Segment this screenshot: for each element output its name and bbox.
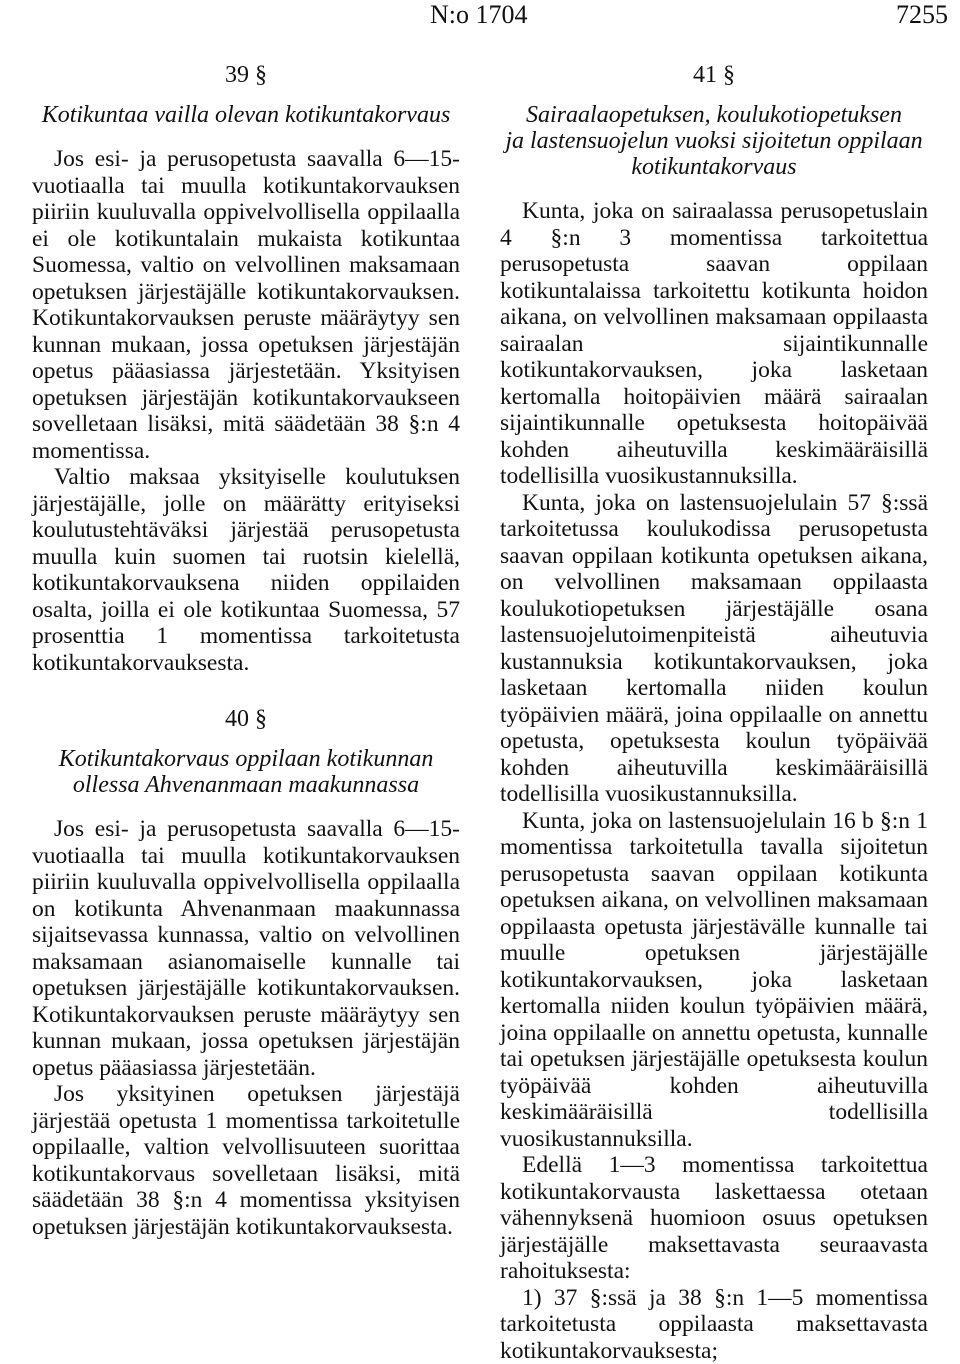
- section-number-40: 40 §: [32, 704, 460, 734]
- section-title-line: Kotikuntakorvaus oppilaan kotikunnan: [32, 746, 460, 772]
- left-column: [32, 60, 460, 1240]
- page-number: 7255: [896, 0, 948, 30]
- paragraph: Jos yksityinen opetuksen järjestäjä järjestää opetusta 1 momentissa tarkoitetulle oppilaalle, valtion velvollisuuteen suorittaa kotikuntakorvaus sovelletaan lisäksi, mitä säädetään 38 §:n 4 momentissa yksityisen opetuksen järjestäjän kotikuntakorvauksesta.: [32, 1081, 460, 1240]
- section-title-41: [500, 102, 928, 180]
- paragraph: 1) 37 §:ssä ja 38 §:n 1—5 momentissa tarkoitetusta oppilaasta maksettavasta kotikuntakorvauksesta;: [500, 1285, 928, 1364]
- paragraph: Kunta, joka on sairaalassa perusopetuslain 4 §:n 3 momentissa tarkoitettua perusopetusta saavan oppilaan kotikuntalaissa tarkoitettu kotikunta hoidon aikana, on velvollinen maksamaan oppilaasta sairaalan sijaintikunnalle kotikuntakorvauksen, joka lasketaan kertomalla hoitopäivien määrä sairaalan sijaintikunnalle opetuksesta hoitopäivää kohden aiheutuvilla keskimääräisillä todellisilla vuosikustannuksilla.: [500, 198, 928, 490]
- paragraph: Kunta, joka on lastensuojelulain 57 §:ssä tarkoitetussa koulukodissa perusopetusta saavan oppilaan kotikunta opetuksen aikana, on velvollinen maksamaan oppilaasta koulukotiopetuksen järjestäjälle osana lastensuojelutoimenpiteistä aiheutuvia kustannuksia kotikuntakorvauksen, joka lasketaan kertomalla niiden koulun työpäivien määrä, joina oppilaalle on annettu opetusta, opetuksesta koulun työpäivää kohden aiheutuvilla keskimääräisillä todellisilla vuosikustannuksilla.: [500, 490, 928, 808]
- section-title-line: Sairaalaopetuksen, koulukotiopetuksen: [500, 102, 928, 128]
- section-number-41: 41 §: [500, 60, 928, 90]
- paragraph: Jos esi- ja perusopetusta saavalla 6—15-vuotiaalla tai muulla kotikuntakorvauksen piiriin kuuluvalla oppivelvollisella oppilaalla on kotikunta Ahvenanmaan maakunnassa sijaitsevassa kunnassa, valtio on velvollinen maksamaan asianomaiselle kunnalle tai opetuksen järjestäjälle kotikuntakorvauksen. Kotikuntakorvauksen peruste määräytyy sen kunnan mukaan, jossa opetuksen järjestäjän opetus pääasiassa järjestetään.: [32, 816, 460, 1081]
- section-title-line: kotikuntakorvaus: [500, 154, 928, 180]
- paragraph: Edellä 1—3 momentissa tarkoitettua kotikuntakorvausta laskettaessa otetaan vähennyksenä huomioon osuus opetuksen järjestäjälle maksettavasta seuraavasta rahoituksesta:: [500, 1152, 928, 1285]
- paragraph: Jos esi- ja perusopetusta saavalla 6—15-vuotiaalla tai muulla kotikuntakorvauksen piiriin kuuluvalla oppivelvollisella oppilaalla ei ole kotikuntalain mukaista kotikuntaa Suomessa, valtio on velvollinen maksamaan opetuksen järjestäjälle kotikuntakorvauksen. Kotikuntakorvauksen peruste määräytyy sen kunnan mukaan, jossa opetuksen järjestäjän opetus pääasiassa järjestetään. Yksityisen opetuksen järjestäjän kotikuntakorvaukseen sovelletaan lisäksi, mitä säädetään 38 §:n 4 momentissa.: [32, 146, 460, 464]
- section-title-39: [32, 102, 460, 128]
- section-title-line: Kotikuntaa vailla olevan kotikuntakorvaus: [32, 102, 460, 128]
- paragraph: Valtio maksaa yksityiselle koulutuksen järjestäjälle, jolle on määrätty erityiseksi koulutustehtäväksi järjestää perusopetusta muulla kuin suomen tai ruotsin kielellä, kotikuntakorvauksena niiden oppilaiden osalta, joilla ei ole kotikuntaa Suomessa, 57 prosenttia 1 momentissa tarkoitetusta kotikuntakorvauksesta.: [32, 464, 460, 676]
- issue-number: N:o 1704: [430, 0, 528, 30]
- section-title-line: ollessa Ahvenanmaan maakunnassa: [32, 772, 460, 798]
- right-column: [500, 60, 928, 1364]
- section-title-40: [32, 746, 460, 798]
- section-title-line: ja lastensuojelun vuoksi sijoitetun oppilaan: [500, 128, 928, 154]
- paragraph: Kunta, joka on lastensuojelulain 16 b §:n 1 momentissa tarkoitetulla tavalla sijoitetun perusopetusta saavan oppilaan kotikunta opetuksen aikana, on velvollinen maksamaan oppilaasta opetusta järjestävälle kunnalle tai muulle opetuksen järjestäjälle kotikuntakorvauksen, joka lasketaan kertomalla niiden koulun työpäivien määrä, joina oppilaalle on annettu opetusta, kunnalle tai opetuksen järjestäjälle opetuksesta koulun työpäivää kohden aiheutuvilla keskimääräisillä todellisilla vuosikustannuksilla.: [500, 808, 928, 1153]
- section-number-39: 39 §: [32, 60, 460, 90]
